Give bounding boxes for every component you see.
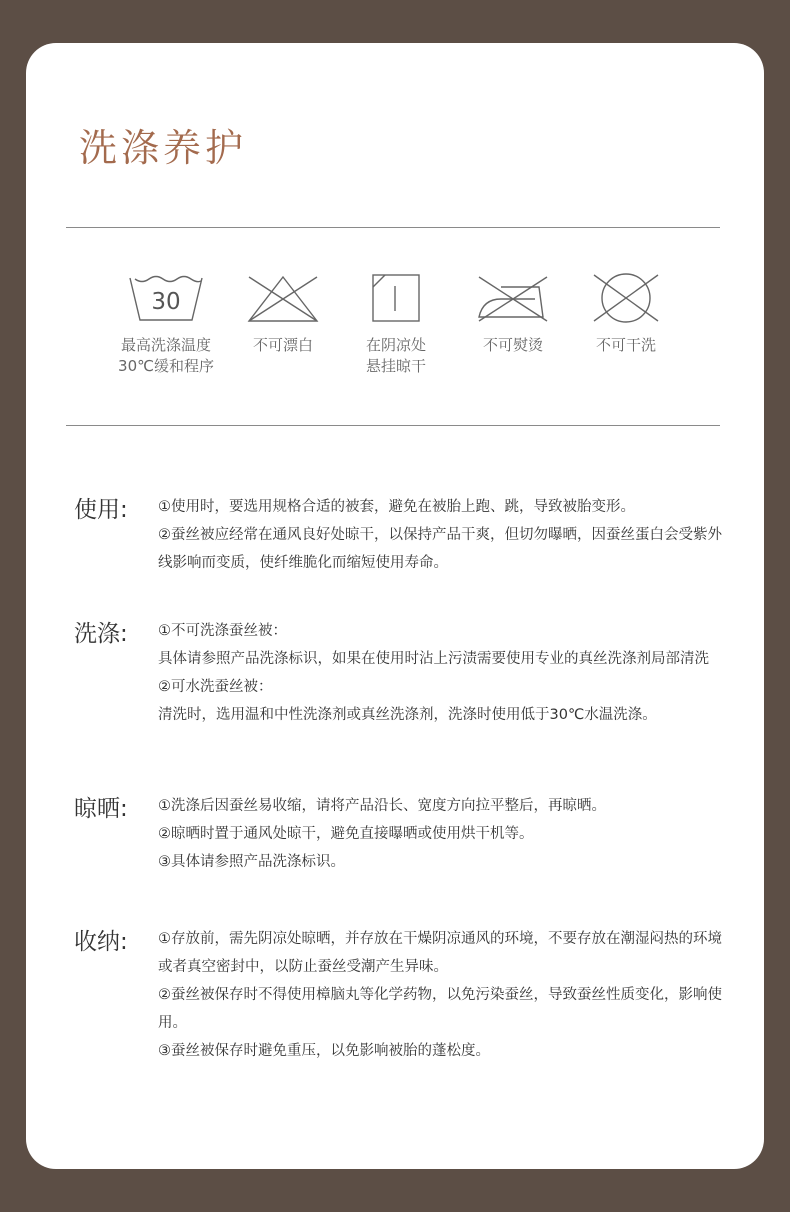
section-body [158, 493, 724, 577]
section-line: ②蚕丝被保存时不得使用樟脑丸等化学药物，以免污染蚕丝，导致蚕丝性质变化，影响使用。 [158, 987, 722, 1031]
divider-bottom [66, 425, 720, 426]
section-line: ②蚕丝被应经常在通风良好处晾干，以保持产品干爽，但切勿曝晒，因蚕丝蛋白会受紫外线影响而变质，使纤维脆化而缩短使用寿命。 [158, 527, 722, 571]
section-line: ①使用时，要选用规格合适的被套，避免在被胎上跑、跳，导致被胎变形。 [158, 499, 635, 515]
care-item-dryclean [566, 273, 686, 356]
wash-30-icon [128, 273, 204, 323]
no-iron-icon [475, 273, 551, 323]
section-heading: 洗涤: [74, 621, 128, 647]
wash-temperature: 30 [151, 289, 181, 315]
dry-flat-shade-icon [358, 273, 434, 323]
care-item-dry [336, 273, 456, 377]
care-item-bleach [223, 273, 343, 356]
section-line: ②晾晒时置于通风处晾干，避免直接曝晒或使用烘干机等。 [158, 826, 534, 842]
section-line: ③蚕丝被保存时避免重压，以免影响被胎的蓬松度。 [158, 1043, 490, 1059]
section-body [158, 792, 724, 876]
section-line: ①洗涤后因蚕丝易收缩，请将产品沿长、宽度方向拉平整后，再晾晒。 [158, 798, 606, 814]
section-body [158, 617, 724, 729]
section-line: 清洗时，选用温和中性洗涤剂或真丝洗涤剂，洗涤时使用低于30℃水温洗涤。 [158, 707, 657, 723]
section-heading: 收纳: [74, 929, 128, 955]
care-label-dry: 在阴凉处 悬挂晾干 [365, 336, 426, 375]
care-item-iron [453, 273, 573, 356]
care-label-wash: 最高洗涤温度 30℃缓和程序 [118, 336, 214, 375]
section-line: ②可水洗蚕丝被： [158, 679, 273, 695]
section-body [158, 925, 724, 1065]
section-heading: 晾晒: [74, 796, 128, 822]
care-label-bleach: 不可漂白 [252, 336, 313, 354]
no-dry-clean-icon [588, 273, 664, 323]
section-line: ①不可洗涤蚕丝被： [158, 623, 287, 639]
section-heading: 使用: [74, 497, 128, 523]
section-line: ③具体请参照产品洗涤标识。 [158, 854, 345, 870]
care-label-dryclean: 不可干洗 [595, 336, 656, 354]
care-item-wash [106, 273, 226, 377]
care-label-iron: 不可熨烫 [482, 336, 543, 354]
section-line: 具体请参照产品洗涤标识，如果在使用时沾上污渍需要使用专业的真丝洗涤剂局部清洗 [158, 651, 709, 667]
section-line: ①存放前，需先阴凉处晾晒，并存放在干燥阴凉通风的环境，不要存放在潮湿闷热的环境或者真空密封中，以防止蚕丝受潮产生异味。 [158, 931, 722, 975]
divider-top [66, 227, 720, 228]
no-bleach-icon [245, 273, 321, 323]
care-card [26, 43, 764, 1169]
page-title: 洗涤养护 [79, 126, 248, 170]
